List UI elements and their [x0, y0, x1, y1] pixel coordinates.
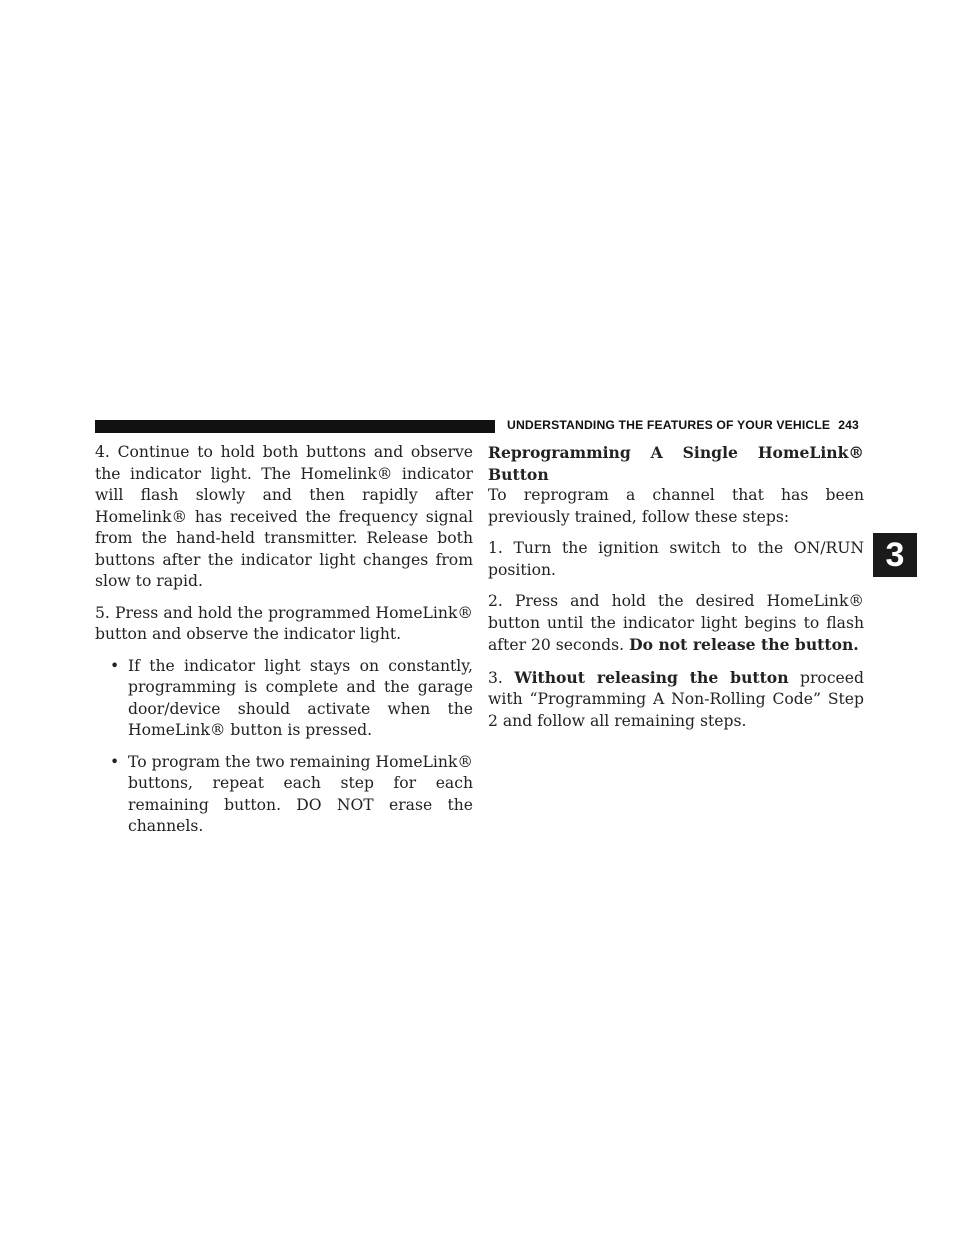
step-3-text: proceed with “Programming A Non-Rolling Code” Step 2 and follow all remaining steps.	[488, 668, 864, 730]
step-3	[488, 667, 864, 733]
right-column	[488, 442, 864, 742]
step-5: 5. Press and hold the programmed HomeLink® button and observe the indicator light.	[95, 603, 473, 643]
section-title: UNDERSTANDING THE FEATURES OF YOUR VEHICLE	[507, 418, 831, 432]
step-1: 1. Turn the ignition switch to the ON/RUN position.	[488, 539, 864, 579]
intro-text: To reprogram a channel that has been previously trained, follow these steps:	[488, 486, 864, 526]
header-rule	[95, 420, 495, 433]
step-2-text: 2. Press and hold the desired HomeLink® button until the indicator light begins to flash after 20 seconds.	[488, 592, 864, 654]
left-column	[95, 442, 473, 848]
bullet-list	[95, 656, 473, 838]
step-4: 4. Continue to hold both buttons and observe the indicator light. The Homelink® indicator will flash slowly and then rapidly after Homelink® has received the frequency signal from the hand-held transmitter. Release both buttons after the indicator light changes from slow to rapid.	[95, 443, 473, 590]
step-3-emphasis: Without releasing the button	[514, 667, 789, 687]
step-2	[488, 591, 864, 657]
page-number: 243	[838, 418, 859, 432]
bullet-item: • To program the two remaining HomeLink® buttons, repeat each step for each remaining button. DO NOT erase the channels.	[128, 752, 473, 838]
step-3-number: 3.	[488, 668, 503, 687]
bullet-item: • If the indicator light stays on constantly, programming is complete and the garage door/device should activate when the HomeLink® button is pressed.	[128, 656, 473, 742]
step-2-warning: Do not release the button.	[629, 635, 859, 654]
section-heading: Reprogramming A Single HomeLink® Button	[488, 443, 864, 484]
running-header	[507, 418, 867, 432]
chapter-tab: 3	[873, 533, 917, 577]
